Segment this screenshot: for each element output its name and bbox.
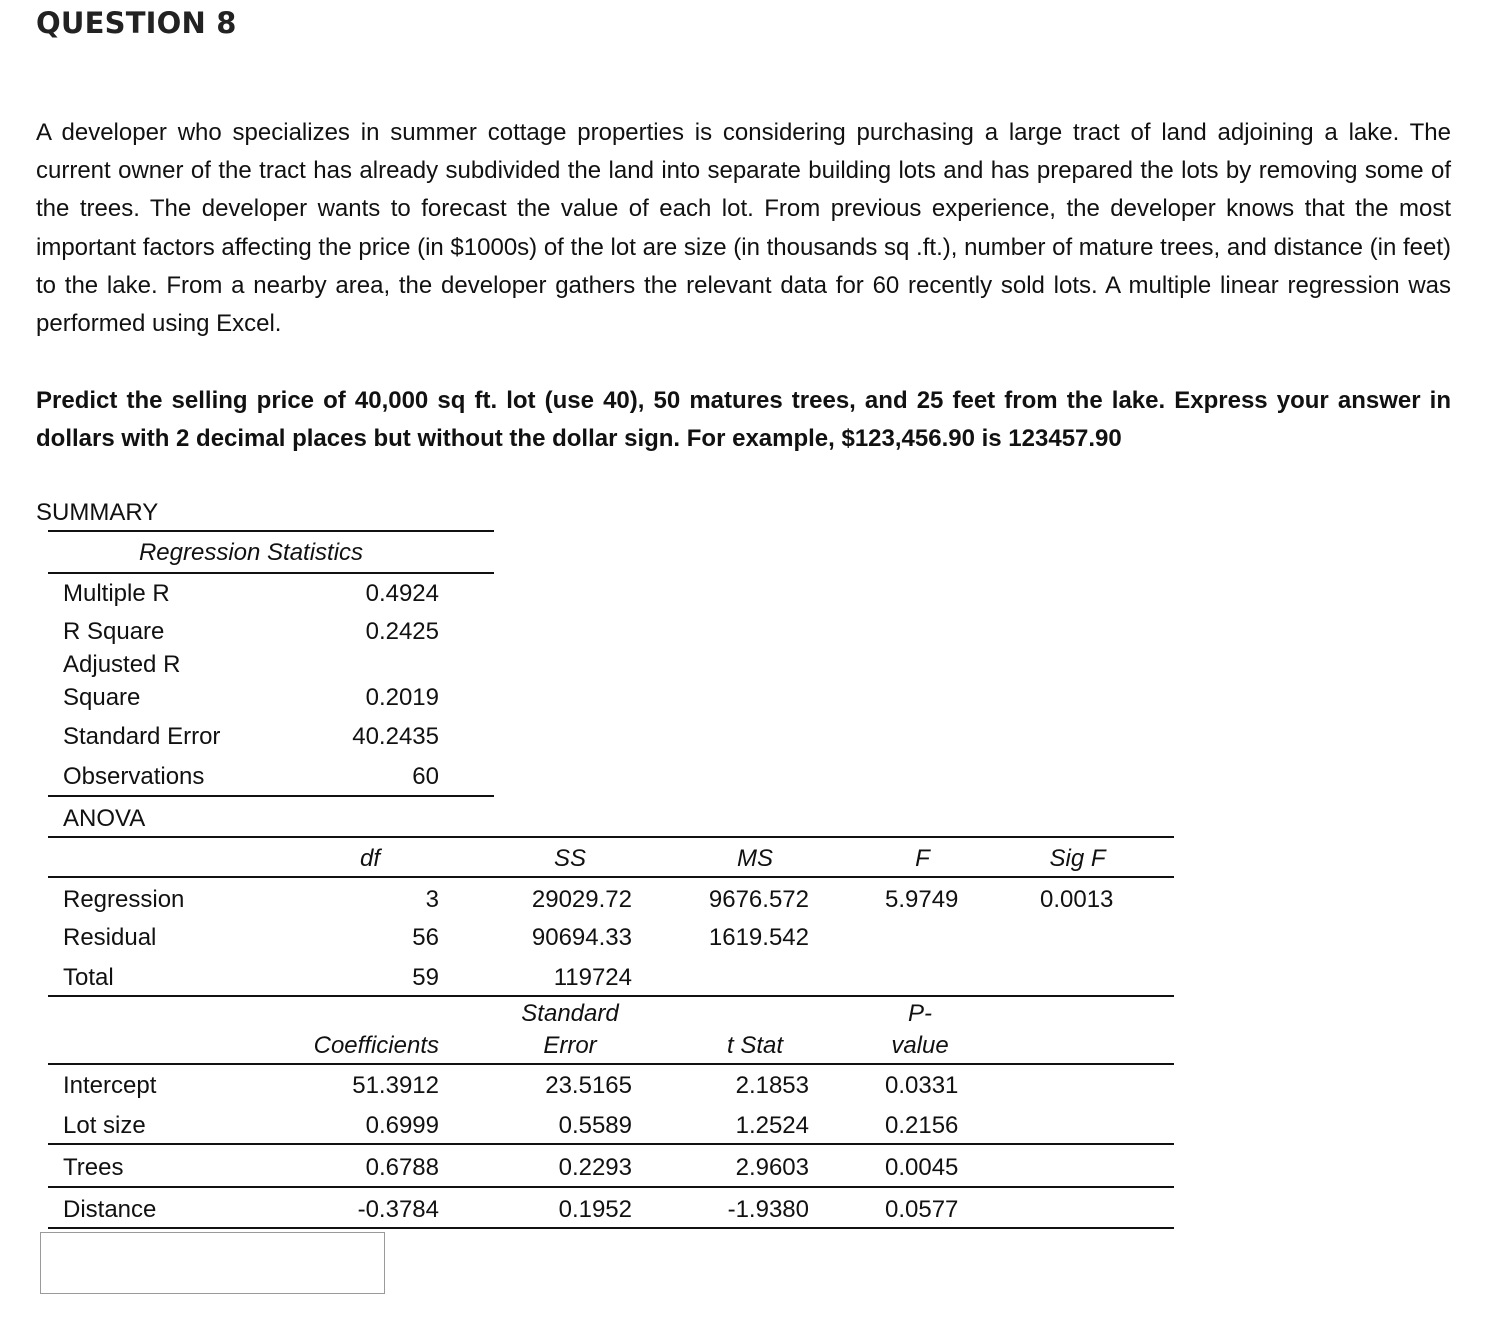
coef-row-label: Distance <box>63 1196 157 1223</box>
coef-tstat: -1.9380 <box>727 1196 809 1223</box>
table-rule <box>48 836 1174 838</box>
coef-pvalue: 0.2156 <box>885 1112 959 1139</box>
summary-label: SUMMARY <box>36 499 159 526</box>
stat-value: 60 <box>412 763 439 790</box>
stat-label: R Square <box>63 618 165 645</box>
coef-header-p: P- <box>908 1000 932 1027</box>
anova-ss: 119724 <box>553 964 632 991</box>
table-rule <box>48 572 494 574</box>
anova-header-ms: MS <box>737 845 773 872</box>
stat-value: 0.2019 <box>365 684 439 711</box>
coef-tstat: 1.2524 <box>735 1112 809 1139</box>
coef-se: 0.5589 <box>558 1112 632 1139</box>
coef-pvalue: 0.0045 <box>885 1154 959 1181</box>
coef-se: 0.1952 <box>558 1196 632 1223</box>
table-rule <box>48 1143 1174 1145</box>
anova-row-label: Total <box>63 964 114 991</box>
regression-statistics-heading: Regression Statistics <box>138 539 364 566</box>
anova-df: 59 <box>412 964 439 991</box>
coef-value: -0.3784 <box>357 1196 439 1223</box>
coef-header-p: value <box>891 1032 949 1059</box>
anova-header-ss: SS <box>553 845 586 872</box>
question-title: QUESTION 8 <box>36 6 237 40</box>
table-rule <box>48 530 494 532</box>
anova-ms: 9676.572 <box>708 886 809 913</box>
anova-df: 3 <box>425 886 439 913</box>
anova-ss: 90694.33 <box>531 924 632 951</box>
anova-header-f: F <box>915 845 930 872</box>
anova-row-label: Residual <box>63 924 157 951</box>
table-rule <box>48 1186 1174 1188</box>
answer-input[interactable] <box>40 1232 385 1294</box>
coef-tstat: 2.9603 <box>735 1154 809 1181</box>
coef-row-label: Intercept <box>63 1072 157 1099</box>
coef-value: 0.6788 <box>365 1154 439 1181</box>
stat-label: Standard Error <box>63 723 221 750</box>
coef-se: 23.5165 <box>545 1072 632 1099</box>
stat-label: Adjusted R <box>63 651 181 678</box>
question-paragraph: A developer who specializes in summer cottage properties is considering purchasing a large tract of land adjoining a lake. The current owner of the tract has already subdivided the land into separate building lots and has prepared the lots by removing some of the trees. The developer wants to forecast the value of each lot. From previous experience, the developer knows that the most important factors affecting the price (in $1000s) of the lot are size (in thousands sq .ft.), number of mature trees, and distance (in feet) to the lake. From a nearby area, the developer gathers the relevant data for 60 recently sold lots. A multiple linear regression was performed using Excel. <box>36 119 1451 338</box>
stat-value: 0.2425 <box>365 618 439 645</box>
stat-label: Observations <box>63 763 205 790</box>
anova-f: 5.9749 <box>885 886 959 913</box>
anova-sigf: 0.0013 <box>1040 886 1114 913</box>
coef-value: 0.6999 <box>365 1112 439 1139</box>
coef-pvalue: 0.0577 <box>885 1196 959 1223</box>
coef-header-tstat: t Stat <box>726 1032 784 1059</box>
table-rule <box>48 995 1174 997</box>
coef-header-coefficients: Coefficients <box>313 1032 439 1059</box>
stat-value: 40.2435 <box>352 723 439 750</box>
table-rule <box>48 1063 1174 1065</box>
anova-ss: 29029.72 <box>531 886 632 913</box>
table-rule <box>48 795 494 797</box>
stat-label: Multiple R <box>63 580 170 607</box>
anova-label: ANOVA <box>63 805 146 832</box>
anova-header-df: df <box>359 845 380 872</box>
anova-ms: 1619.542 <box>708 924 809 951</box>
stat-value: 0.4924 <box>365 580 439 607</box>
anova-row-label: Regression <box>63 886 185 913</box>
coef-header-se: Error <box>543 1032 597 1059</box>
coef-tstat: 2.1853 <box>735 1072 809 1099</box>
coef-pvalue: 0.0331 <box>885 1072 959 1099</box>
table-rule <box>48 876 1174 878</box>
coef-header-se: Standard <box>521 1000 619 1027</box>
coef-se: 0.2293 <box>558 1154 632 1181</box>
stat-label: Square <box>63 684 141 711</box>
table-rule <box>48 1227 1174 1229</box>
coef-value: 51.3912 <box>352 1072 439 1099</box>
anova-df: 56 <box>412 924 439 951</box>
coef-row-label: Lot size <box>63 1112 146 1139</box>
anova-header-sigf: Sig F <box>1049 845 1106 872</box>
coef-row-label: Trees <box>63 1154 124 1181</box>
question-prompt: Predict the selling price of 40,000 sq ft. lot (use 40), 50 matures trees, and 25 feet from the lake. Express your answer in dollars with 2 decimal places but without the dollar sign. For example, $123,456.90 is 123457.90 <box>36 387 1451 453</box>
